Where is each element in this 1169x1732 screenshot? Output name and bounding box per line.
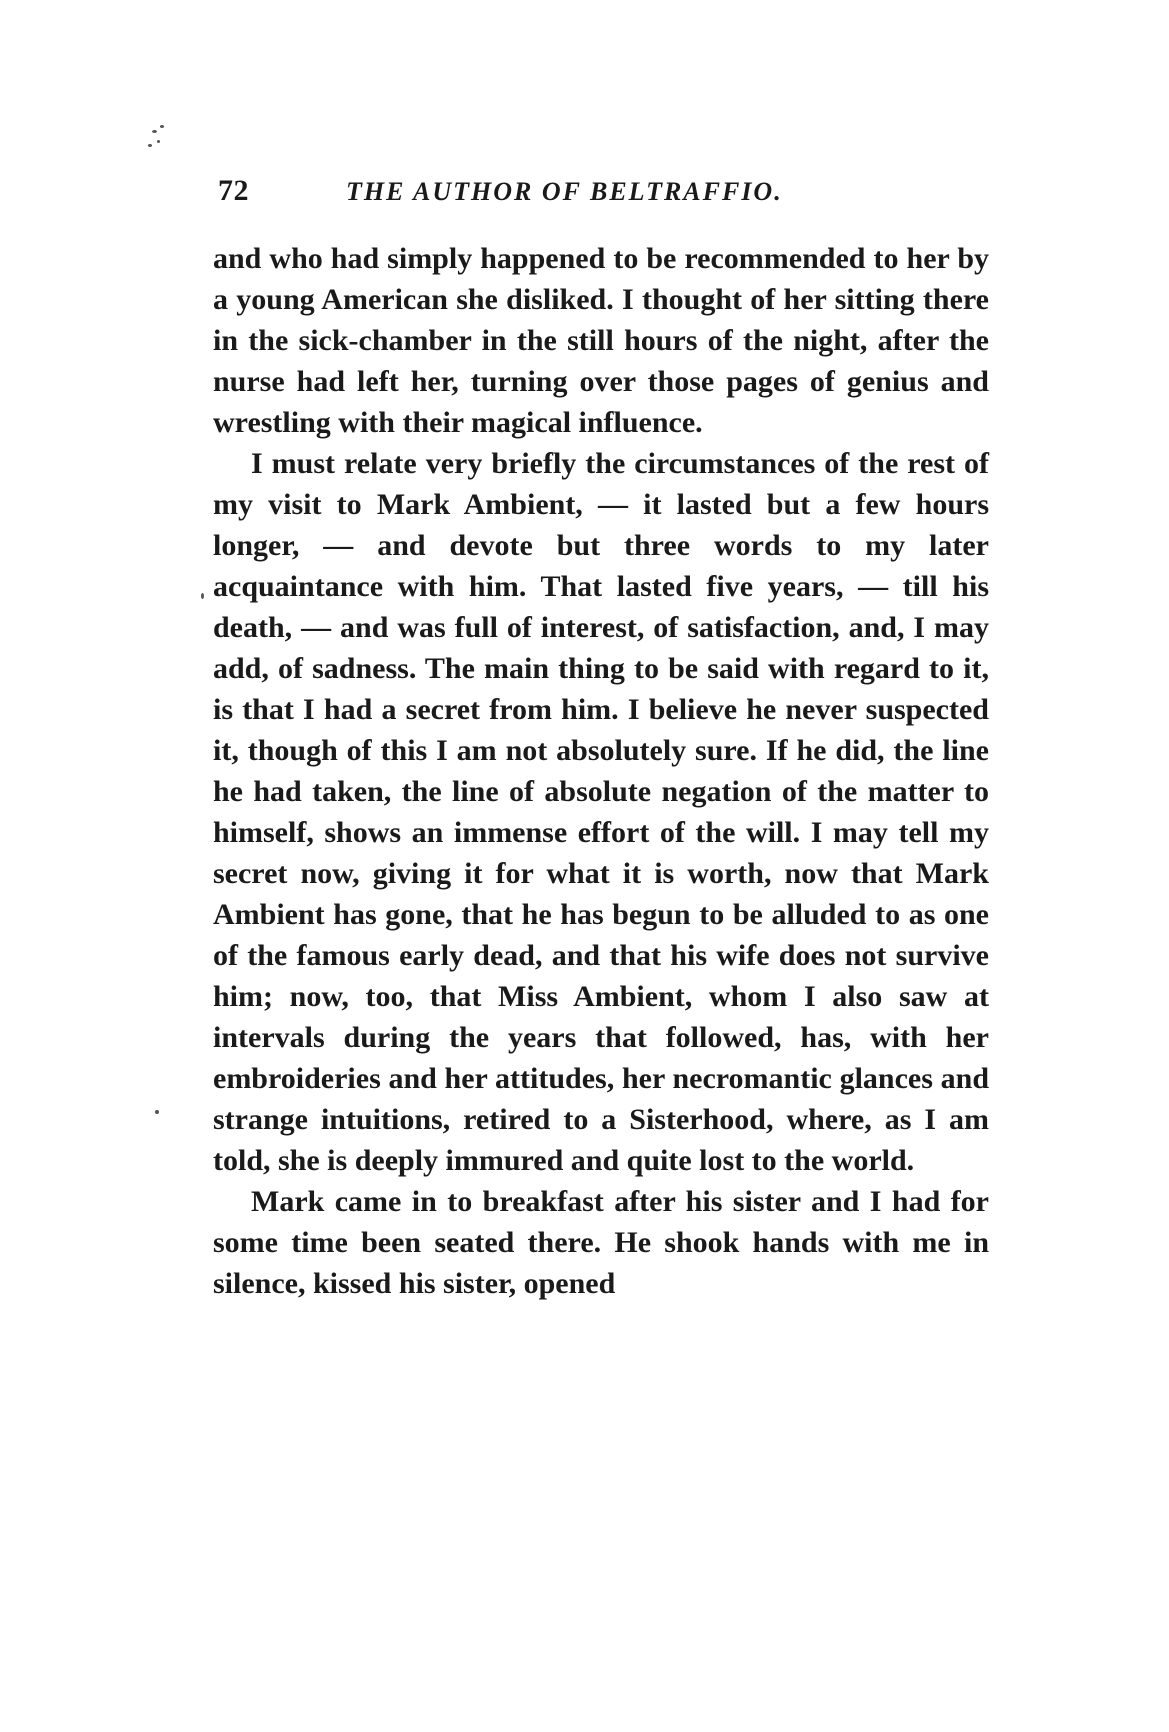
margin-speck [152, 130, 157, 133]
body-text [213, 238, 989, 1304]
margin-speck [201, 593, 204, 599]
paragraph-breakfast: Mark came in to breakfast after his sister and I had for some time been seated there. He shook hands with me in silence, kissed his sister, opened [213, 1185, 989, 1300]
margin-speck [160, 125, 164, 128]
page-number: 72 [218, 174, 249, 207]
running-title: THE AUTHOR OF BELTRAFFIO. [346, 177, 783, 206]
margin-speck [155, 1110, 159, 1114]
margin-speck [148, 144, 152, 147]
margin-speck [157, 140, 160, 143]
paragraph-continued: and who had simply happened to be recommended to her by a young American she disliked. I thought of her sitting there in the sick-chamber in the still hours of the night, after the nurse had left her, turning over those pages of genius and wrestling with their magical influence. [213, 242, 989, 439]
running-header [218, 174, 988, 214]
paragraph-visit: I must relate very briefly the circumstances of the rest of my visit to Mark Ambient, — it lasted but a few hours longer, — and devote but three words to my later acquaintance with him. That lasted five years, — till his death, — and was full of interest, of satisfaction, and, I may add, of sadness. The main thing to be said with regard to it, is that I had a secret from him. I believe he never suspected it, though of this I am not absolutely sure. If he did, the line he had taken, the line of absolute negation of the matter to himself, shows an immense effort of the will. I may tell my secret now, giving it for what it is worth, now that Mark Ambient has gone, that he has begun to be alluded to as one of the famous early dead, and that his wife does not survive him; now, too, that Miss Ambient, whom I also saw at intervals during the years that followed, has, with her embroideries and her attitudes, her necromantic glances and strange intuitions, retired to a Sisterhood, where, as I am told, she is deeply immured and quite lost to the world. [213, 447, 989, 1177]
